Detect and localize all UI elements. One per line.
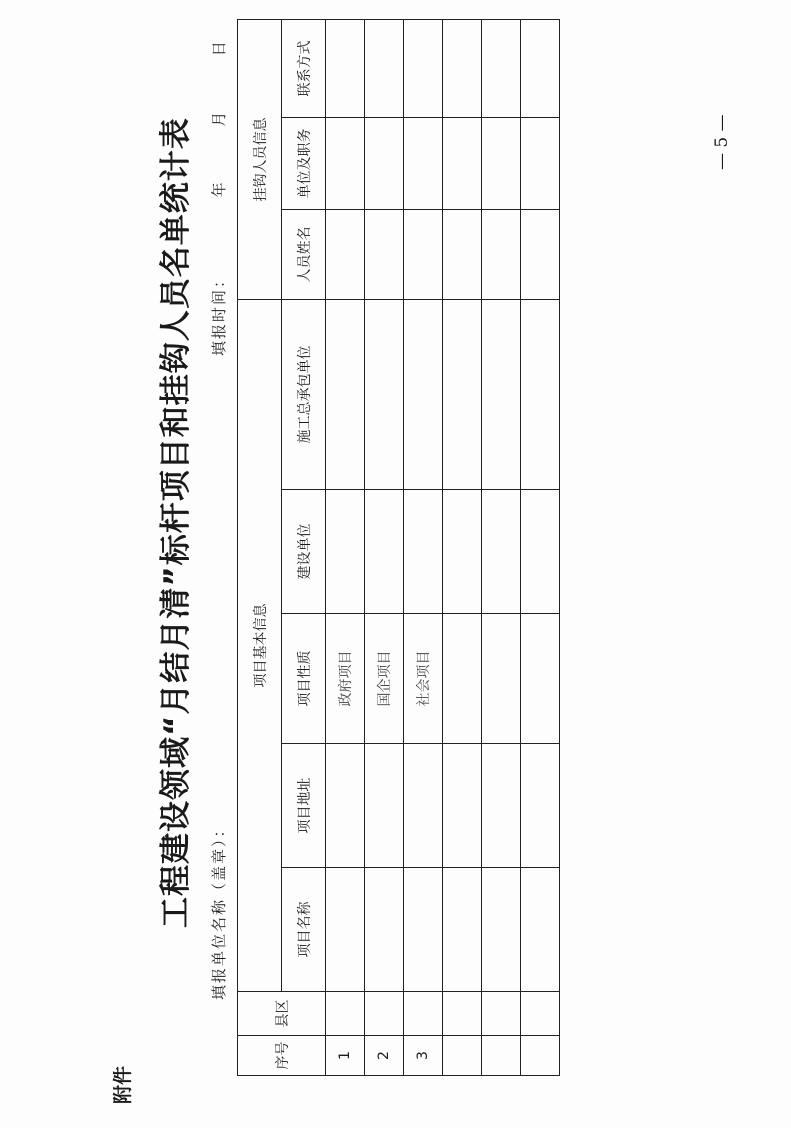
header-project-address: 项目地址 xyxy=(282,744,326,868)
table-cell[interactable] xyxy=(521,118,560,210)
fill-unit-label: 填报单位名称（盖章）： xyxy=(210,820,228,1000)
header-staff-name: 人员姓名 xyxy=(282,210,326,300)
fill-time-day: 日 xyxy=(210,39,228,57)
header-row-1 xyxy=(238,19,282,1075)
cell-seq[interactable]: 3 xyxy=(404,1036,443,1076)
cell-project-nature[interactable]: 政府项目 xyxy=(326,614,365,744)
cell-seq[interactable]: 1 xyxy=(326,1036,365,1076)
table-row xyxy=(326,19,365,1075)
table-cell[interactable] xyxy=(521,210,560,300)
header-project-group: 项目基本信息 xyxy=(238,300,282,992)
table-cell[interactable] xyxy=(326,118,365,210)
table-cell[interactable] xyxy=(365,300,404,490)
statistics-table xyxy=(237,19,560,1076)
cell-seq[interactable] xyxy=(443,1036,482,1076)
table-cell[interactable] xyxy=(365,118,404,210)
cell-project-nature[interactable] xyxy=(482,614,521,744)
table-cell[interactable] xyxy=(482,868,521,992)
table-cell[interactable] xyxy=(404,992,443,1036)
table-cell[interactable] xyxy=(443,490,482,614)
fill-time-label: 填报时间： xyxy=(210,270,228,356)
table-cell[interactable] xyxy=(482,490,521,614)
header-staff-contact: 联系方式 xyxy=(282,19,326,117)
cell-project-nature[interactable] xyxy=(521,614,560,744)
table-row xyxy=(482,19,521,1075)
header-staff-group: 挂钩人员信息 xyxy=(238,19,282,299)
cell-seq[interactable] xyxy=(521,1036,560,1076)
table-cell[interactable] xyxy=(404,19,443,117)
table-cell[interactable] xyxy=(443,744,482,868)
table-cell[interactable] xyxy=(482,118,521,210)
table-cell[interactable] xyxy=(482,744,521,868)
table-cell[interactable] xyxy=(404,744,443,868)
table-cell[interactable] xyxy=(404,868,443,992)
table-body xyxy=(326,19,560,1075)
header-staff-position: 单位及职务 xyxy=(282,118,326,210)
table-cell[interactable] xyxy=(404,300,443,490)
table-cell[interactable] xyxy=(482,300,521,490)
table-cell[interactable] xyxy=(521,992,560,1036)
document-title: 工程建设领域“月结月清”标杆项目和挂钩人员名单统计表 xyxy=(158,117,194,928)
table-cell[interactable] xyxy=(443,118,482,210)
table-cell[interactable] xyxy=(326,744,365,868)
table-row xyxy=(443,19,482,1075)
table-cell[interactable] xyxy=(365,868,404,992)
table-cell[interactable] xyxy=(521,868,560,992)
cell-project-nature[interactable]: 国企项目 xyxy=(365,614,404,744)
table-cell[interactable] xyxy=(443,868,482,992)
table-cell[interactable] xyxy=(482,210,521,300)
table-cell[interactable] xyxy=(365,210,404,300)
table-cell[interactable] xyxy=(482,19,521,117)
cell-seq[interactable]: 2 xyxy=(365,1036,404,1076)
header-county: 县区 xyxy=(238,992,326,1036)
table-cell[interactable] xyxy=(365,19,404,117)
table-cell[interactable] xyxy=(521,490,560,614)
table-cell[interactable] xyxy=(404,490,443,614)
page-number: — 5 — xyxy=(712,114,732,170)
table-cell[interactable] xyxy=(326,210,365,300)
table-row xyxy=(521,19,560,1075)
table-cell[interactable] xyxy=(482,992,521,1036)
fill-time-month: 月 xyxy=(210,109,228,127)
table-cell[interactable] xyxy=(326,19,365,117)
attachment-label: 附件 xyxy=(112,1065,134,1104)
table-cell[interactable] xyxy=(404,210,443,300)
table-cell[interactable] xyxy=(521,300,560,490)
table-cell[interactable] xyxy=(443,19,482,117)
table-row xyxy=(404,19,443,1075)
table-cell[interactable] xyxy=(365,992,404,1036)
header-row-2 xyxy=(282,19,326,1075)
fill-time-year: 年 xyxy=(210,180,228,198)
table-cell[interactable] xyxy=(443,210,482,300)
cell-project-nature[interactable]: 社会项目 xyxy=(404,614,443,744)
header-general-contractor: 施工总承包单位 xyxy=(282,300,326,490)
header-seq: 序号 xyxy=(238,1036,326,1076)
table-cell[interactable] xyxy=(443,300,482,490)
table-cell[interactable] xyxy=(326,992,365,1036)
table-cell[interactable] xyxy=(365,490,404,614)
header-project-name: 项目名称 xyxy=(282,868,326,992)
table-cell[interactable] xyxy=(521,19,560,117)
cell-seq[interactable] xyxy=(482,1036,521,1076)
cell-project-nature[interactable] xyxy=(443,614,482,744)
fill-time xyxy=(208,39,229,356)
table-cell[interactable] xyxy=(404,118,443,210)
table-cell[interactable] xyxy=(326,868,365,992)
table-cell[interactable] xyxy=(326,490,365,614)
table-cell[interactable] xyxy=(443,992,482,1036)
table-cell[interactable] xyxy=(521,744,560,868)
table-cell[interactable] xyxy=(326,300,365,490)
header-project-nature: 项目性质 xyxy=(282,614,326,744)
table-cell[interactable] xyxy=(365,744,404,868)
table-row xyxy=(365,19,404,1075)
header-construction-unit: 建设单位 xyxy=(282,490,326,614)
